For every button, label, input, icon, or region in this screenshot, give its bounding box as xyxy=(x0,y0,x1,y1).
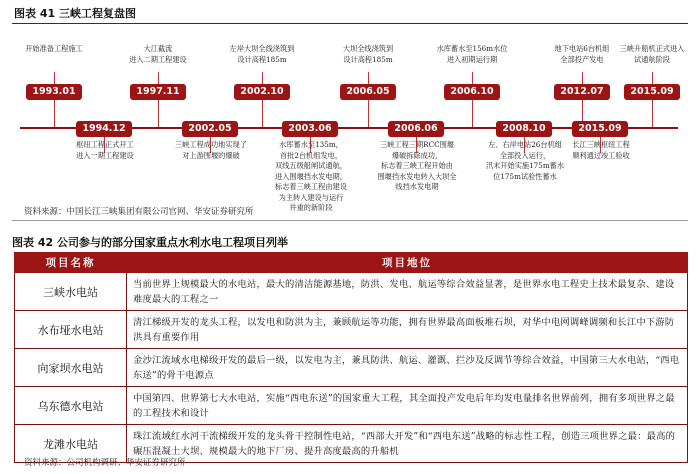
timeline-year-badge: 2006.06 xyxy=(388,121,444,137)
table-row xyxy=(15,273,688,311)
timeline-event-text: 大坝全线浇筑到 设计高程185m xyxy=(342,44,394,64)
timeline-connector xyxy=(368,72,369,84)
timeline-connector xyxy=(472,72,473,84)
timeline-event-text: 大江截流 进入二期工程建设 xyxy=(129,44,187,64)
project-desc: 清江梯级开发的龙头工程，以发电和防洪为主，兼顾航运等功能，拥有世界最高面板堆石坝，对华中电网调峰调频和长江中下游防洪具有重要作用 xyxy=(127,311,688,349)
table-row xyxy=(15,349,688,387)
table-header-row xyxy=(15,253,688,273)
timeline-connector xyxy=(652,100,653,127)
project-desc: 中国第四、世界第七大水电站，实施“西电东送”的国家重大工程，其全面投产发电后年均发电量排名世界前列，拥有多项世界之最的工程技术和设计 xyxy=(127,387,688,425)
timeline-year-badge: 2015.09 xyxy=(624,84,680,100)
project-name: 乌东德水电站 xyxy=(15,387,127,425)
project-name: 水布垭水电站 xyxy=(15,311,127,349)
timeline-connector xyxy=(652,72,653,84)
timeline-connector xyxy=(158,100,159,127)
timeline-connector xyxy=(54,72,55,84)
timeline-connector xyxy=(262,72,263,84)
timeline-year-badge: 2008.10 xyxy=(496,121,552,137)
timeline-event-text: 地下电站6台机组 全部投产发电 xyxy=(554,44,610,64)
timeline-event-text: 左、右岸电站26台机组 全部投入运行， 汛末开始实施175m蓄水 位175m试验性蓄水 xyxy=(485,140,565,181)
timeline-year-badge: 2012.07 xyxy=(554,84,610,100)
timeline-connector xyxy=(472,100,473,127)
timeline-year-badge: 2015.09 xyxy=(572,121,628,137)
table-row xyxy=(15,387,688,425)
timeline-event-text: 水库蓄水至135m， 首批2台机组发电， 双线五级船闸试通航， 进入围堰挡水发电期， 标志着三峡工程由建设 为主转入建设与运行 并重的新阶段 xyxy=(275,140,347,212)
timeline-event-text: 开始准备工程施工 xyxy=(25,44,83,53)
project-desc: 珠江流域红水河干流梯级开发的龙头骨干控制性电站，“西部大开发”和“西电东送”战略的标志性工程，创造三项世界之最：最高的碾压混凝土大坝、规模最大的地下厂房、提升高度最高的升船机 xyxy=(127,425,688,463)
divider xyxy=(12,220,688,221)
table-row xyxy=(15,311,688,349)
table-source: 资料来源：公司机构调研、华安证券研究所 xyxy=(24,458,186,468)
timeline-year-badge: 2006.05 xyxy=(340,84,396,100)
project-name: 龙滩水电站 xyxy=(15,425,127,463)
timeline-year-badge: 1993.01 xyxy=(26,84,82,100)
timeline-year-badge: 1994.12 xyxy=(76,121,132,137)
header-project-status: 项目地位 xyxy=(127,253,688,273)
timeline-connector xyxy=(262,100,263,127)
timeline-year-badge: 2006.10 xyxy=(444,84,500,100)
figure-source: 资料来源：中国长江三峡集团有限公司官网、华安证券研究所 xyxy=(24,207,254,217)
timeline-event-text: 水库蓄水至156m水位 进入初期运行期 xyxy=(436,44,508,64)
timeline-event-text: 三峡升船机正式进入 试通航阶段 xyxy=(619,44,685,64)
timeline-year-badge: 2002.10 xyxy=(234,84,290,100)
timeline-connector xyxy=(54,100,55,127)
project-name: 三峡水电站 xyxy=(15,273,127,311)
projects-table xyxy=(14,252,688,463)
timeline-connector xyxy=(368,100,369,127)
project-desc: 金沙江流域水电梯级开发的最后一级，以发电为主，兼具防洪、航运、灌溉、拦沙及反调节等综合效益，中国第三大水电站，“西电东送”的骨干电源点 xyxy=(127,349,688,387)
timeline-event-text: 三峡工程成功地实现了 对上游围堰的爆破 xyxy=(175,140,247,160)
timeline-year-badge: 2003.06 xyxy=(282,121,338,137)
timeline-connector xyxy=(158,72,159,84)
project-desc: 当前世界上规模最大的水电站，最大的清洁能源基地，防洪、发电、航运等综合效益显著，是世界水电工程史上技术最复杂、建设难度最大的工程之一 xyxy=(127,273,688,311)
project-name: 向家坝水电站 xyxy=(15,349,127,387)
table-title: 图表 42 公司参与的部分国家重点水利水电工程项目列举 xyxy=(12,236,288,249)
timeline-year-badge: 1997.11 xyxy=(130,84,186,100)
timeline-event-text: 长江三峡枢纽工程 顺利通过竣工验收 xyxy=(572,140,630,160)
timeline-connector xyxy=(582,72,583,84)
timeline-year-badge: 2002.05 xyxy=(182,121,238,137)
figure-title: 图表 41 三峡工程复盘图 xyxy=(12,6,688,24)
timeline-event-text: 枢纽工程正式开工 进入一期工程建设 xyxy=(76,140,134,160)
timeline-event-text: 三峡工程三期RCC围堰 爆破拆除成功， 标志着三峡工程开始由 围堰挡水发电转入大坝全 线挡水发电期 xyxy=(377,140,457,191)
header-project-name: 项目名称 xyxy=(15,253,127,273)
timeline-event-text: 左岸大坝全线浇筑到 设计高程185m xyxy=(229,44,295,64)
